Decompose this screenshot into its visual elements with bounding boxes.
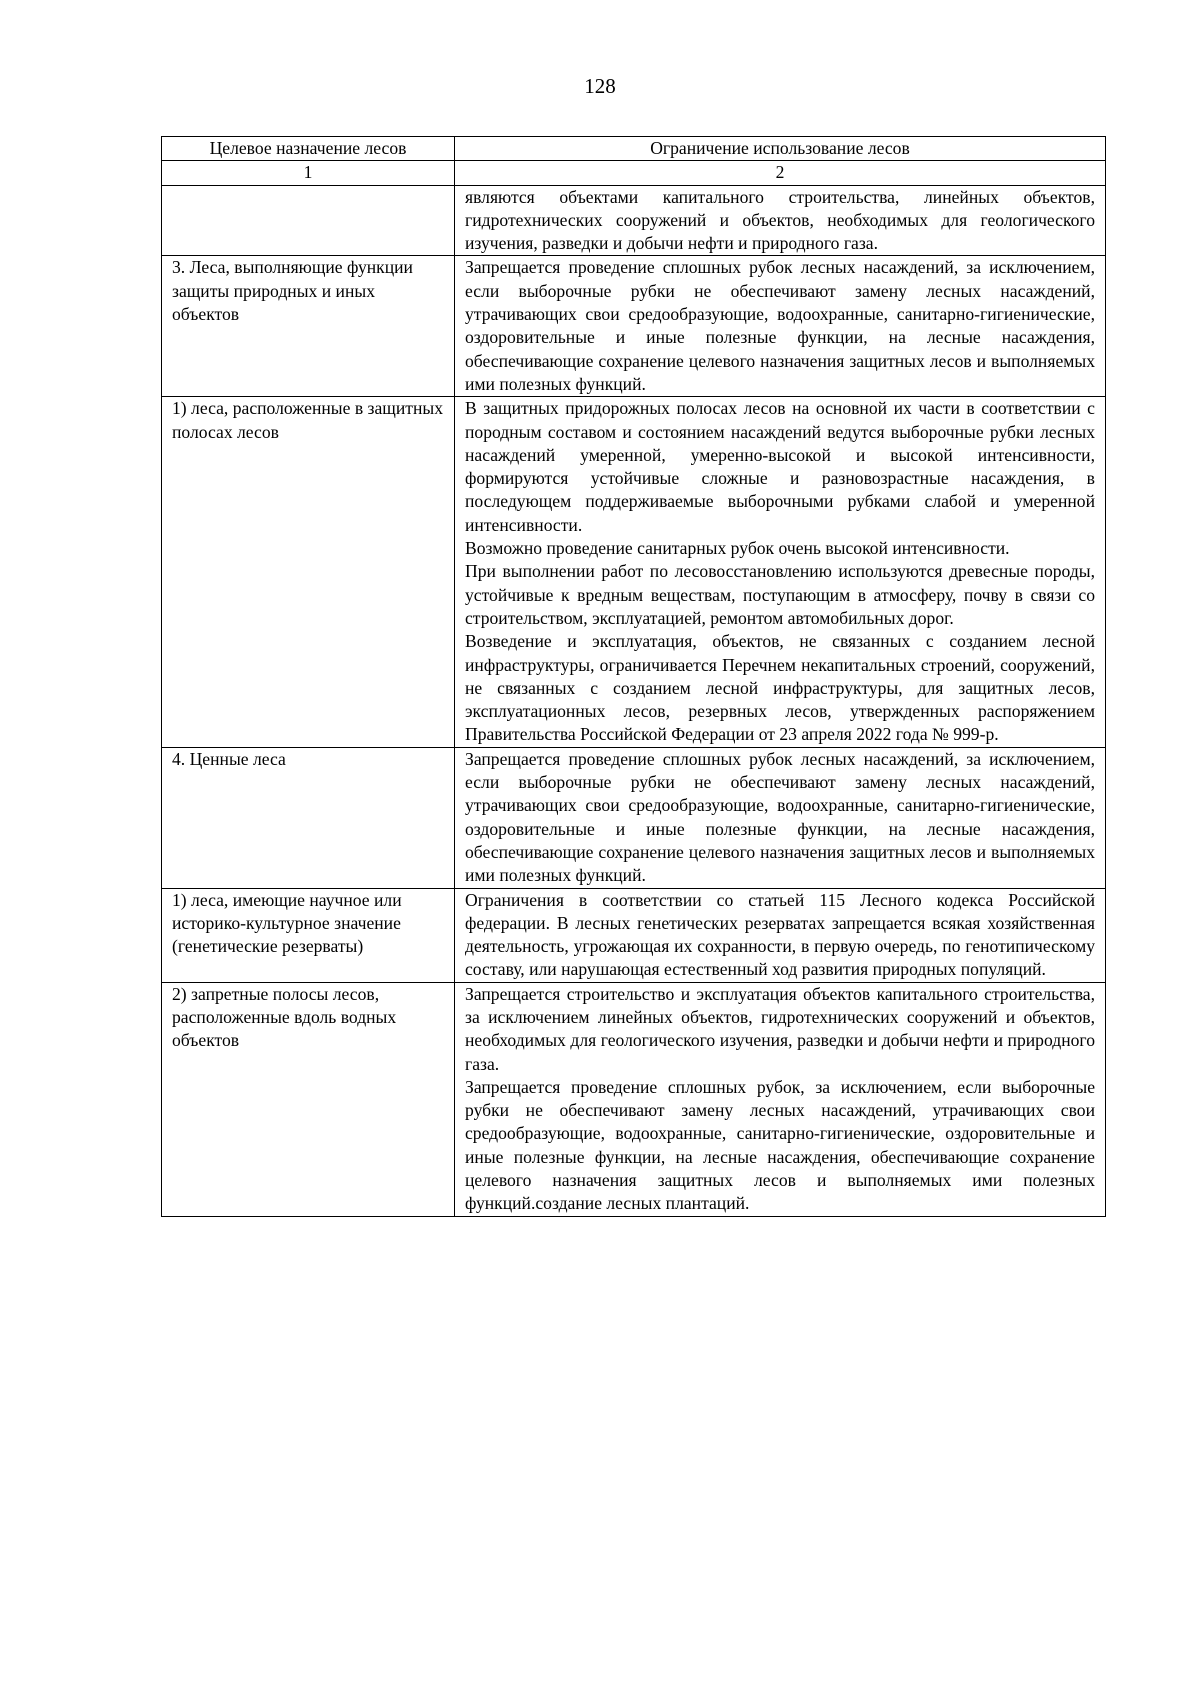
restriction-cell — [455, 185, 1106, 256]
table-row — [162, 747, 1106, 888]
header-forest-purpose: Целевое назначение лесов — [162, 137, 455, 161]
forest-category-cell: 4. Ценные леса — [162, 747, 455, 888]
restriction-paragraph: Запрещается строительство и эксплуатация объектов капитального строительства, за исключением линейных объектов, гидротехнических сооружений и объектов, необходимых для геологического изучения, разведки и добычи нефти и природного газа. — [465, 983, 1095, 1074]
page-number: 128 — [584, 74, 616, 98]
restriction-paragraph: являются объектами капитального строительства, линейных объектов, гидротехнических сооружений и объектов, необходимых для геологического изучения, разведки и добычи нефти и природного газа. — [465, 186, 1095, 254]
column-number-2: 2 — [455, 161, 1106, 185]
forest-category-cell: 1) леса, расположенные в защитных полосах лесов — [162, 397, 455, 747]
column-number-row — [162, 161, 1106, 185]
restriction-paragraph: При выполнении работ по лесовосстановлению используются древесные породы, устойчивые к вредным веществам, поступающим в атмосферу, почву в связи со строительством, эксплуатацией, ремонтом автомобильных дорог. — [465, 561, 1095, 628]
restriction-cell — [455, 982, 1106, 1216]
table-row — [162, 256, 1106, 397]
restriction-paragraph: Запрещается проведение сплошных рубок лесных насаждений, за исключением, если выборочные рубки не обеспечивают замену лесных насаждений, утрачивающих свои средообразующие, водоохранные, санитарно-гигиенические, оздоровительные и иные полезные функции, на лесные насаждения, обеспечивающие сохранение целевого назначения защитных лесов и выполняемых ими полезных функций. — [465, 257, 1095, 394]
table-row — [162, 397, 1106, 747]
restriction-cell — [455, 888, 1106, 982]
header-usage-restriction: Ограничение использование лесов — [455, 137, 1106, 161]
forest-category-cell: 3. Леса, выполняющие функции защиты природных и иных объектов — [162, 256, 455, 397]
column-number-1: 1 — [162, 161, 455, 185]
table-header-row — [162, 137, 1106, 161]
restriction-cell — [455, 397, 1106, 747]
restriction-paragraph: В защитных придорожных полосах лесов на основной их части в соответствии с породным составом и состоянием насаждений ведутся выборочные рубки лесных насаждений умеренной, умеренно-высокой и высокой интенсивности, формируются устойчивые сложные и разновозрастные насаждения, в последующем поддерживаемые выборочными рубками слабой и умеренной интенсивности. — [465, 398, 1095, 535]
forest-category-cell: 1) леса, имеющие научное или историко-культурное значение (генетические резерваты) — [162, 888, 455, 982]
table-row — [162, 982, 1106, 1216]
restriction-paragraph: Запрещается проведение сплошных рубок, за исключением, если выборочные рубки не обеспечивают замену лесных насаждений, утрачивающих свои средообразующие, водоохранные, санитарно-гигиенические, оздоровительные и иные полезные функции, на лесные насаждения, обеспечивающие сохранение целевого назначения защитных лесов и выполняемых ими полезных функций.создание лесных плантаций. — [465, 1076, 1095, 1214]
restriction-cell — [455, 256, 1106, 397]
table-row — [162, 888, 1106, 982]
restriction-paragraph: Возможно проведение санитарных рубок очень высокой интенсивности. — [465, 538, 1010, 559]
restriction-paragraph: Запрещается проведение сплошных рубок лесных насаждений, за исключением, если выборочные рубки не обеспечивают замену лесных насаждений, утрачивающих свои средообразующие, водоохранные, санитарно-гигиенические, оздоровительные и иные полезные функции, на лесные насаждения, обеспечивающие сохранение целевого назначения защитных лесов и выполняемых ими полезных функций. — [465, 748, 1095, 886]
forest-category-cell: 2) запретные полосы лесов, расположенные вдоль водных объектов — [162, 982, 455, 1216]
restriction-cell — [455, 747, 1106, 888]
table-row — [162, 185, 1106, 256]
restriction-paragraph: Возведение и эксплуатация, объектов, не связанных с созданием лесной инфраструктуры, ограничивается Перечнем некапитальных строений, сооружений, не связанных с созданием лесной инфраструктуры, для защитных лесов, эксплуатационных лесов, резервных лесов, утвержденных распоряжением Правительства Российской Федерации от 23 апреля 2022 года № 999-р. — [465, 631, 1095, 745]
forest-restrictions-table — [161, 136, 1106, 1217]
forest-category-cell — [162, 185, 455, 256]
restriction-paragraph: Ограничения в соответствии со статьей 115 Лесного кодекса Российской федерации. В лесных генетических резерватах запрещается всякая хозяйственная деятельность, угрожающая их сохранности, в первую очередь, по генотипическому составу, или нарушающая естественный ход развития природных популяций. — [465, 889, 1095, 980]
